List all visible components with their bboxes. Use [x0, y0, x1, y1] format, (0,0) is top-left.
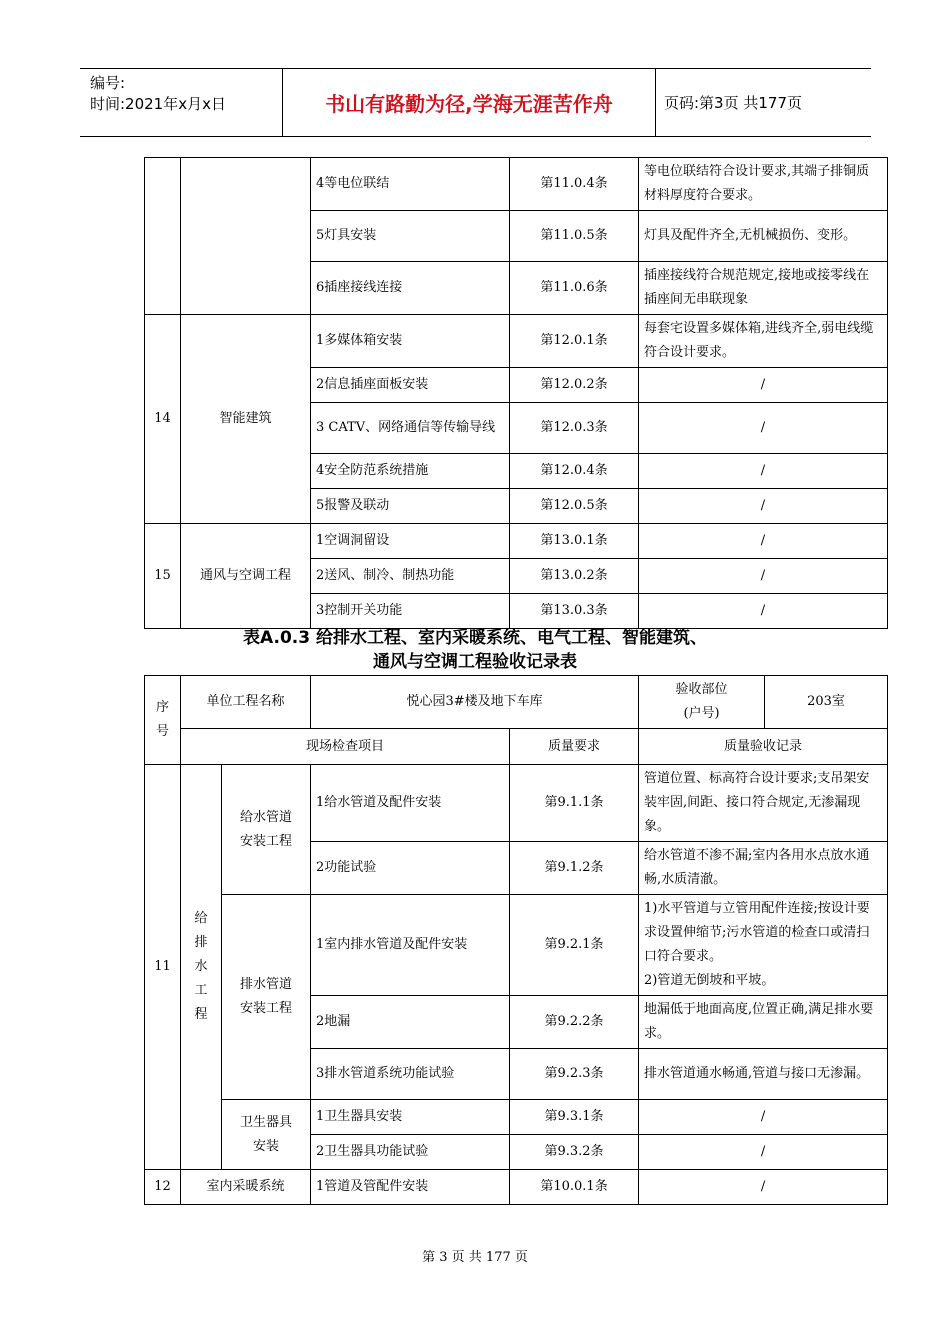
clause-cell: 第9.2.3条: [510, 1049, 639, 1100]
acceptance-part-value: 203室: [765, 676, 888, 729]
table-title-line2: 通风与空调工程验收记录表: [373, 652, 577, 672]
seq-cell: 14: [145, 315, 181, 524]
header-page-info: 页码:第3页 共177页: [664, 94, 802, 112]
table-continued: [144, 157, 888, 629]
clause-cell: 第9.2.1条: [510, 895, 639, 996]
clause-cell: 第12.0.3条: [510, 403, 639, 454]
clause-cell: 第11.0.5条: [510, 211, 639, 262]
item-cell: 3排水管道系统功能试验: [311, 1049, 510, 1100]
group-name-cell: [181, 158, 311, 315]
table-row: [145, 158, 888, 211]
seq-cell: 11: [145, 765, 181, 1170]
record-cell: 排水管道通水畅通,管道与接口无渗漏。: [639, 1049, 888, 1100]
table-row: [145, 765, 888, 842]
subgroup-cell: 卫生器具安装: [222, 1100, 311, 1170]
clause-cell: 第11.0.4条: [510, 158, 639, 211]
subgroup-cell: 排水管道安装工程: [222, 895, 311, 1100]
item-cell: 1空调洞留设: [311, 524, 510, 559]
doc-number-label: 编号:: [90, 74, 126, 92]
record-cell: /: [639, 403, 888, 454]
clause-cell: 第13.0.1条: [510, 524, 639, 559]
item-cell: 2送风、制冷、制热功能: [311, 559, 510, 594]
record-cell: /: [639, 368, 888, 403]
table-row: [145, 524, 888, 559]
page-footer: 第 3 页 共 177 页: [422, 1250, 528, 1265]
table-row: [145, 895, 888, 996]
record-cell: 每套宅设置多媒体箱,进线齐全,弱电线缆符合设计要求。: [639, 315, 888, 368]
record-cell: /: [639, 559, 888, 594]
record-cell: 插座接线符合规范规定,接地或接零线在插座间无串联现象: [639, 262, 888, 315]
acceptance-part-subtitle: (户号): [683, 706, 720, 721]
record-cell: /: [639, 1135, 888, 1170]
col-header-record: 质量验收记录: [639, 729, 888, 765]
record-cell: [639, 895, 888, 996]
table-row: [145, 1100, 888, 1135]
clause-cell: 第9.1.2条: [510, 842, 639, 895]
unit-name-label: 单位工程名称: [181, 676, 311, 729]
record-cell: /: [639, 1100, 888, 1135]
record-line: 2)管道无倒坡和平坡。: [644, 973, 775, 988]
clause-cell: 第12.0.1条: [510, 315, 639, 368]
record-cell: 给水管道不渗不漏;室内各用水点放水通畅,水质清澈。: [639, 842, 888, 895]
acceptance-part-title: 验收部位: [675, 682, 728, 697]
item-cell: 6插座接线连接: [311, 262, 510, 315]
record-cell: /: [639, 489, 888, 524]
seq-cell: 12: [145, 1170, 181, 1205]
item-cell: 3控制开关功能: [311, 594, 510, 629]
record-line: 1)水平管道与立管用配件连接;按设计要求设置伸缩节;污水管道的检查口或清扫口符合要求。: [644, 901, 870, 964]
item-cell: 5灯具安装: [311, 211, 510, 262]
clause-cell: 第13.0.3条: [510, 594, 639, 629]
record-cell: /: [639, 1170, 888, 1205]
item-cell: 2卫生器具功能试验: [311, 1135, 510, 1170]
col-header-item: 现场检查项目: [181, 729, 510, 765]
clause-cell: 第9.1.1条: [510, 765, 639, 842]
item-cell: 4等电位联结: [311, 158, 510, 211]
item-cell: 1管道及管配件安装: [311, 1170, 510, 1205]
item-cell: 3 CATV、网络通信等传输导线: [311, 403, 510, 454]
table-row: [145, 315, 888, 368]
record-cell: /: [639, 524, 888, 559]
acceptance-table: [144, 675, 888, 1205]
record-cell: 等电位联结符合设计要求,其端子排铜质材料厚度符合要求。: [639, 158, 888, 211]
group-name-cell: [181, 765, 222, 1170]
header-slogan: 书山有路勤为径,学海无涯苦作舟: [282, 69, 656, 136]
item-cell: 1室内排水管道及配件安装: [311, 895, 510, 996]
item-cell: 4安全防范系统措施: [311, 454, 510, 489]
item-cell: 5报警及联动: [311, 489, 510, 524]
acceptance-part-label: [639, 676, 765, 729]
clause-cell: 第10.0.1条: [510, 1170, 639, 1205]
record-cell: 管道位置、标高符合设计要求;支吊架安装牢固,间距、接口符合规定,无渗漏现象。: [639, 765, 888, 842]
doc-time-label: 时间:2021年x月x日: [90, 95, 226, 113]
unit-name-value: 悦心园3#楼及地下车库: [311, 676, 639, 729]
item-cell: 1给水管道及配件安装: [311, 765, 510, 842]
clause-cell: 第9.2.2条: [510, 996, 639, 1049]
group-name-cell: 室内采暖系统: [181, 1170, 311, 1205]
item-cell: 2信息插座面板安装: [311, 368, 510, 403]
clause-cell: 第12.0.2条: [510, 368, 639, 403]
clause-cell: 第9.3.2条: [510, 1135, 639, 1170]
item-cell: 2地漏: [311, 996, 510, 1049]
record-cell: /: [639, 454, 888, 489]
item-cell: 1多媒体箱安装: [311, 315, 510, 368]
item-cell: 1卫生器具安装: [311, 1100, 510, 1135]
record-cell: /: [639, 594, 888, 629]
seq-cell: [145, 158, 181, 315]
clause-cell: 第13.0.2条: [510, 559, 639, 594]
seq-label: 序号: [155, 700, 169, 739]
page-header: [80, 68, 871, 137]
clause-cell: 第12.0.4条: [510, 454, 639, 489]
table-row: [145, 676, 888, 729]
item-cell: 2功能试验: [311, 842, 510, 895]
record-cell: 地漏低于地面高度,位置正确,满足排水要求。: [639, 996, 888, 1049]
header-left: [80, 69, 282, 136]
table-row: [145, 1170, 888, 1205]
clause-cell: 第11.0.6条: [510, 262, 639, 315]
group-name-vertical: 给排水工程: [194, 911, 208, 1022]
table-title-line1: 表A.0.3 给排水工程、室内采暖系统、电气工程、智能建筑、: [243, 628, 707, 648]
subgroup-cell: 给水管道安装工程: [222, 765, 311, 895]
clause-cell: 第12.0.5条: [510, 489, 639, 524]
group-name-cell: 通风与空调工程: [181, 524, 311, 629]
col-header-requirement: 质量要求: [510, 729, 639, 765]
record-cell: 灯具及配件齐全,无机械损伤、变形。: [639, 211, 888, 262]
group-name-cell: 智能建筑: [181, 315, 311, 524]
seq-header: [145, 676, 181, 765]
table-row: [145, 729, 888, 765]
clause-cell: 第9.3.1条: [510, 1100, 639, 1135]
seq-cell: 15: [145, 524, 181, 629]
